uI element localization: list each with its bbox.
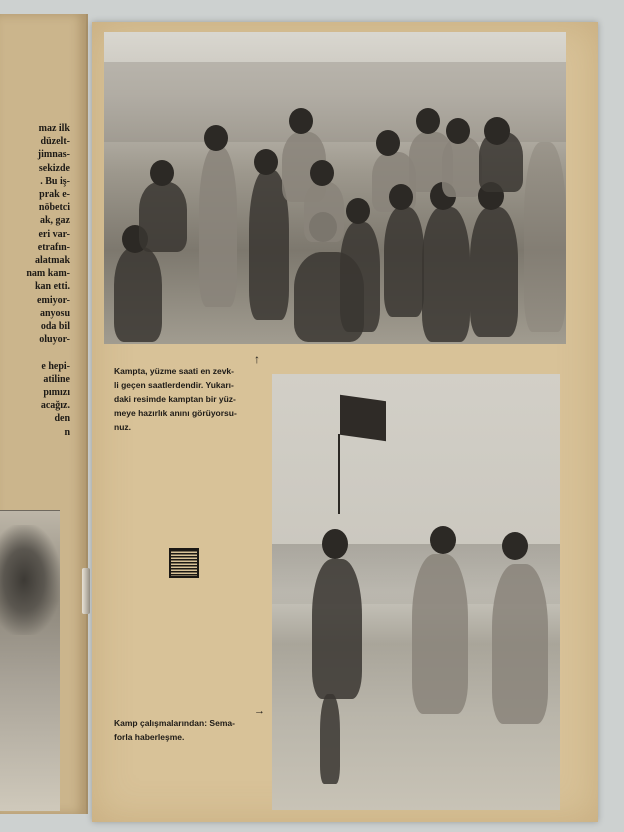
left-page-line: pımızı <box>43 387 70 399</box>
left-page-line: düzelt- <box>40 136 70 148</box>
right-arrow-icon: → <box>254 705 265 717</box>
left-page-line: den <box>54 413 70 425</box>
up-arrow-icon: ↑ <box>254 352 260 366</box>
left-page-line: acağız. <box>40 400 70 412</box>
left-page-line: maz ilk <box>38 123 70 134</box>
caption-line: meye hazırlık anını görüyorsu- <box>114 408 237 418</box>
caption-line: li geçen saatlerdendir. Yukarı- <box>114 380 234 390</box>
top-photo-caption <box>114 352 262 434</box>
magazine-page <box>92 22 598 822</box>
caption-line: Kampta, yüzme saati en zevk- <box>114 366 234 376</box>
caption-line: nuz. <box>114 422 131 432</box>
left-page-line: oda bil <box>40 321 70 333</box>
tree-shape <box>0 525 60 635</box>
left-page-line: atiline <box>43 373 70 385</box>
left-page-line: . Bu iş- <box>40 175 70 187</box>
left-page <box>0 14 88 814</box>
left-page-line: ak, gaz <box>40 215 70 227</box>
caption-line: Kamp çalışmalarından: Sema- <box>114 718 235 728</box>
left-page-line: kan etti. <box>35 281 70 293</box>
staple <box>82 568 90 614</box>
left-page-line: n <box>64 426 70 438</box>
left-page-line: jimnas- <box>37 149 70 161</box>
left-page-line: e hepi- <box>41 360 70 372</box>
left-page-line: emiyor- <box>37 294 70 306</box>
left-page-line <box>0 346 70 359</box>
left-page-line: nam kam- <box>26 268 70 280</box>
left-page-text-column <box>0 122 70 439</box>
left-page-line: etrafın- <box>37 241 70 253</box>
left-page-line: anyosu <box>39 307 70 319</box>
left-page-line: eri var- <box>38 228 70 240</box>
left-page-line: nöbetci <box>38 202 70 214</box>
caption-line: daki resimde kamptan bir yüz- <box>114 394 236 404</box>
left-page-photo <box>0 510 60 811</box>
left-page-line: prak e- <box>39 189 70 201</box>
striped-square-ornament <box>169 548 199 578</box>
left-page-line: oluyor- <box>39 334 70 346</box>
camp-swimming-group-photo <box>104 32 566 344</box>
caption-line: forla haberleşme. <box>114 732 185 742</box>
left-page-line: alatmak <box>35 255 70 267</box>
bottom-photo-caption <box>114 705 265 744</box>
left-page-line: sekizde <box>38 162 70 174</box>
semaphore-signaling-photo <box>272 374 560 810</box>
